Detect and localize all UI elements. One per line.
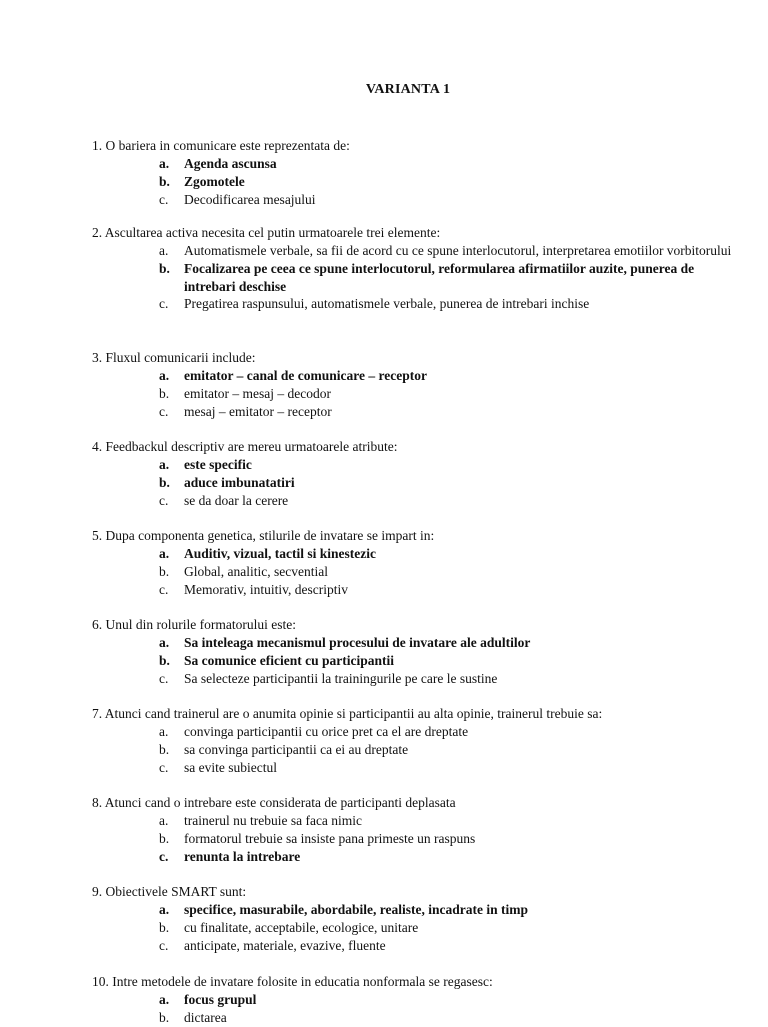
option-text: se da doar la cerere (184, 492, 289, 508)
option-letter: b. (159, 830, 170, 846)
option-9c (92, 937, 732, 955)
option-text: Sa comunice eficient cu participantii (184, 652, 394, 668)
question-text: 4. Feedbackul descriptiv are mereu urmatoarele atribute: (92, 439, 398, 454)
option-text: Focalizarea pe ceea ce spune interlocutorul, reformularea afirmatiilor auzite, punerea de intrebari deschise (184, 260, 695, 294)
document-title: VARIANTA 1 (365, 82, 451, 97)
option-5b (92, 563, 732, 581)
option-text: Memorativ, intuitiv, descriptiv (184, 581, 348, 597)
question-text: 2. Ascultarea activa necesita cel putin urmatoarele trei elemente: (92, 225, 441, 240)
option-3b (92, 385, 732, 403)
option-1a (92, 155, 732, 173)
option-7c (92, 759, 732, 777)
option-letter: a. (159, 813, 169, 828)
option-text: Sa selecteze participantii la trainingurile pe care le sustine (184, 670, 498, 686)
option-letter: a. (159, 156, 170, 171)
option-letter: c. (159, 296, 169, 312)
option-4a (92, 456, 732, 474)
question-2 (92, 224, 732, 313)
option-letter: a. (159, 902, 170, 917)
option-text: sa convinga participantii ca ei au dreptate (184, 741, 409, 757)
option-text: Automatismele verbale, sa fii de acord cu ce spune interlocutorul, interpretarea emotiilor vorbitorului (184, 243, 732, 258)
question-9 (92, 883, 732, 954)
question-text: 10. Intre metodele de invatare folosite in educatia nonformala se regasesc: (92, 974, 493, 989)
option-text: aduce imbunatatiri (184, 474, 295, 490)
question-1 (92, 137, 732, 208)
option-text: Pregatirea raspunsului, automatismele verbale, punerea de intrebari inchise (184, 296, 590, 312)
option-text: emitator – canal de comunicare – receptor (184, 368, 427, 383)
question-5 (92, 527, 732, 598)
option-5c (92, 581, 732, 599)
option-text: specifice, masurabile, abordabile, realiste, incadrate in timp (184, 902, 528, 917)
option-letter: b. (159, 1009, 170, 1025)
option-letter: c. (159, 937, 169, 953)
option-text: Agenda ascunsa (184, 156, 277, 171)
option-2c (92, 295, 732, 313)
option-6c (92, 670, 732, 688)
option-letter: c. (159, 403, 169, 419)
option-4b (92, 474, 732, 492)
option-9b (92, 919, 732, 937)
option-2a (92, 242, 732, 260)
option-8c (92, 848, 732, 866)
option-letter: b. (159, 474, 170, 490)
option-letter: b. (159, 741, 170, 757)
question-text: 1. O bariera in comunicare este reprezentata de: (92, 138, 350, 153)
option-letter: b. (159, 563, 170, 579)
option-6a (92, 634, 732, 652)
option-9a (92, 901, 732, 919)
question-text: 8. Atunci cand o intrebare este considerata de participanti deplasata (92, 795, 456, 810)
question-10 (92, 973, 732, 1027)
question-3 (92, 349, 732, 420)
option-text: Decodificarea mesajului (184, 191, 316, 207)
option-text: anticipate, materiale, evazive, fluente (184, 937, 386, 953)
option-letter: c. (159, 581, 169, 597)
question-4 (92, 438, 732, 509)
option-letter: b. (159, 260, 170, 276)
question-text: 3. Fluxul comunicarii include: (92, 350, 256, 365)
option-letter: a. (159, 368, 170, 383)
option-letter: a. (159, 457, 170, 472)
option-text: Auditiv, vizual, tactil si kinestezic (184, 546, 376, 561)
option-1c (92, 191, 732, 209)
question-text: 9. Obiectivele SMART sunt: (92, 884, 247, 899)
option-3c (92, 403, 732, 421)
option-letter: b. (159, 652, 170, 668)
option-letter: b. (159, 919, 170, 935)
option-text: sa evite subiectul (184, 759, 277, 775)
option-text: convinga participantii cu orice pret ca el are dreptate (184, 724, 469, 739)
option-2b (92, 260, 732, 296)
question-text: 7. Atunci cand trainerul are o anumita opinie si participantii au alta opinie, trainerul trebuie sa: (92, 706, 603, 721)
option-text: Global, analitic, secvential (184, 563, 328, 579)
option-letter: a. (159, 992, 170, 1007)
option-1b (92, 173, 732, 191)
question-6 (92, 616, 732, 687)
option-text: renunta la intrebare (184, 848, 301, 864)
option-letter: c. (159, 848, 169, 864)
option-text: dictarea (184, 1009, 227, 1025)
option-text: este specific (184, 457, 252, 472)
option-text: Zgomotele (184, 173, 245, 189)
option-letter: c. (159, 492, 169, 508)
option-8a (92, 812, 732, 830)
option-letter: a. (159, 635, 170, 650)
question-8 (92, 794, 732, 865)
option-8b (92, 830, 732, 848)
option-3a (92, 367, 732, 385)
option-7b (92, 741, 732, 759)
question-text: 5. Dupa componenta genetica, stilurile de invatare se impart in: (92, 528, 435, 543)
option-6b (92, 652, 732, 670)
option-text: emitator – mesaj – decodor (184, 385, 331, 401)
option-letter: c. (159, 670, 169, 686)
option-letter: a. (159, 724, 169, 739)
question-7 (92, 705, 732, 776)
option-text: mesaj – emitator – receptor (184, 403, 332, 419)
option-4c (92, 492, 732, 510)
option-letter: a. (159, 546, 170, 561)
option-10a (92, 991, 732, 1009)
option-text: formatorul trebuie sa insiste pana primeste un raspuns (184, 830, 476, 846)
option-letter: b. (159, 385, 170, 401)
option-letter: b. (159, 173, 170, 189)
question-text: 6. Unul din rolurile formatorului este: (92, 617, 296, 632)
option-letter: c. (159, 759, 169, 775)
option-text: focus grupul (184, 992, 257, 1007)
option-5a (92, 545, 732, 563)
option-letter: c. (159, 191, 169, 207)
option-7a (92, 723, 732, 741)
option-text: trainerul nu trebuie sa faca nimic (184, 813, 363, 828)
option-text: Sa inteleaga mecanismul procesului de invatare ale adultilor (184, 635, 531, 650)
option-letter: a. (159, 243, 169, 258)
option-text: cu finalitate, acceptabile, ecologice, unitare (184, 919, 419, 935)
